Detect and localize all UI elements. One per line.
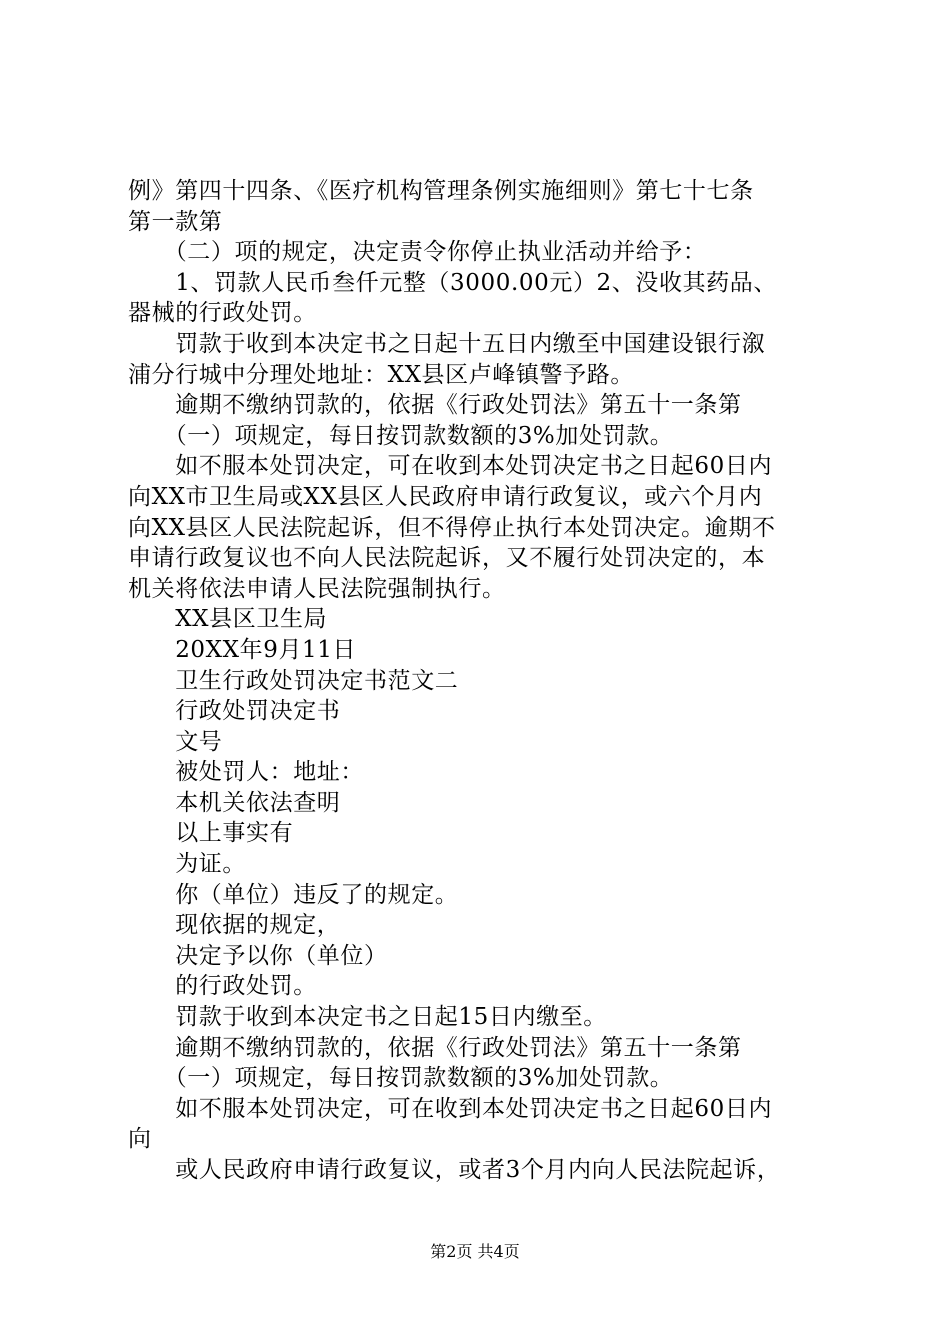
- text-line: 申请行政复议也不向人民法院起诉，又不履行处罚决定的，本: [128, 545, 766, 572]
- text-line: 逾期不缴纳罚款的，依据《行政处罚法》第五十一条第: [128, 392, 742, 419]
- text-line: 或人民政府申请行政复议，或者3个月内向人民法院起诉，: [128, 1157, 781, 1183]
- text-line: 向: [128, 1126, 152, 1153]
- text-line: XX县区卫生局: [128, 606, 328, 633]
- text-line: 第一款第: [128, 208, 223, 235]
- text-line: 机关将依法申请人民法院强制执行。: [128, 575, 506, 602]
- text-line: 向XX市卫生局或XX县区人民政府申请行政复议，或六个月内: [128, 483, 763, 510]
- text-line: 如不服本处罚决定，可在收到本处罚决定书之日起60日内: [128, 453, 773, 480]
- text-line: 文号: [128, 728, 223, 755]
- text-line: 决定予以你（单位）: [128, 942, 388, 969]
- text-line: （一）项规定，每日按罚款数额的3%加处罚款。: [128, 1065, 674, 1092]
- text-line: 现依据的规定，: [128, 912, 341, 939]
- text-line: 的行政处罚。: [128, 973, 317, 1000]
- text-line: 罚款于收到本决定书之日起十五日内缴至中国建设银行溆: [128, 330, 766, 357]
- text-line: 被处罚人：地址：: [128, 759, 364, 786]
- text-line: 你（单位）违反了的规定。: [128, 881, 459, 908]
- text-line: （二）项的规定，决定责令你停止执业活动并给予：: [128, 239, 707, 266]
- text-line: 浦分行城中分理处地址：XX县区卢峰镇警予路。: [128, 361, 634, 388]
- text-line: 如不服本处罚决定，可在收到本处罚决定书之日起60日内: [128, 1095, 773, 1122]
- text-line: 向XX县区人民法院起诉，但不得停止执行本处罚决定。逾期不: [128, 514, 776, 541]
- text-line: 器械的行政处罚。: [128, 300, 317, 327]
- document-body: [128, 176, 838, 1186]
- text-line: 逾期不缴纳罚款的，依据《行政处罚法》第五十一条第: [128, 1034, 742, 1061]
- text-line: 例》第四十四条、《医疗机构管理条例实施细则》第七十七条: [128, 178, 754, 204]
- page-number: 第2页 共4页: [430, 1242, 520, 1261]
- text-line: 罚款于收到本决定书之日起15日内缴至。: [128, 1004, 607, 1031]
- text-line: （一）项规定，每日按罚款数额的3%加处罚款。: [128, 422, 674, 449]
- section-heading: 卫生行政处罚决定书范文二: [128, 667, 459, 694]
- document-title: 行政处罚决定书: [128, 698, 341, 725]
- text-line: 本机关依法查明: [128, 789, 341, 816]
- text-line: 20XX年9月11日: [128, 636, 357, 663]
- text-line: 以上事实有: [128, 820, 294, 847]
- text-line: 1、罚款人民币叁仟元整（3000.00元）2、没收其药品、: [128, 269, 777, 296]
- text-line: 为证。: [128, 851, 246, 878]
